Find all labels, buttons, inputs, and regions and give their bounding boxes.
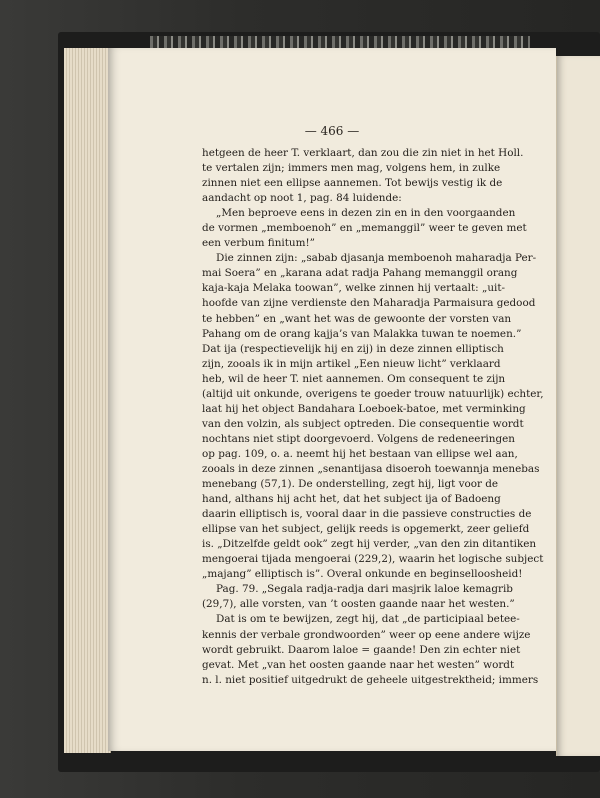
facing-page-edge [556, 56, 600, 756]
text-line: nochtans niet stipt doorgevoerd. Volgens de redeneeringen [202, 432, 515, 445]
text-line: hetgeen de heer T. verklaart, dan zou die zin niet in het Holl. [202, 147, 524, 159]
text-line: aandacht op noot 1, pag. 84 luidende: [202, 192, 402, 205]
text-line: is. „Ditzelfde geldt ook” zegt hij verder, „van den zin ditantiken [202, 538, 537, 551]
text-line: Dat ija (respectievelijk hij en zij) in deze zinnen elliptisch [202, 342, 504, 355]
text-line: Die zinnen zijn: „sabab djasanja memboenoh maharadja Per- [216, 252, 537, 265]
text-line: gevat. Met „van het oosten gaande naar het westen” wordt [202, 658, 515, 671]
page-number: — 466 — [304, 124, 360, 138]
text-line: (altijd uit onkunde, overigens te goeder trouw natuurlijk) echter, [202, 387, 544, 400]
text-line: mengoerai tijada mengoerai (229,2), waarin het logische subject [202, 553, 544, 566]
text-line: menebang (57,1). De onderstelling, zegt hij, ligt voor de [202, 478, 499, 491]
text-line: zinnen niet een ellipse aannemen. Tot bewijs vestig ik de [202, 177, 503, 190]
text-line: „majang” elliptisch is”. Overal onkunde en beginselloosheid! [202, 568, 523, 581]
text-line: mai Soera” en „karana adat radja Pahang memanggil orang [202, 267, 518, 280]
text-line: kaja-kaja Melaka toowan”, welke zinnen hij vertaalt: „uit- [202, 282, 506, 295]
body-text [202, 146, 544, 688]
text-line: een verbum finitum!” [202, 237, 315, 250]
text-line: „Men beproeve eens in dezen zin en in den voorgaanden [216, 207, 516, 220]
text-line: Dat is om te bewijzen, zegt hij, dat „de participiaal betee- [216, 613, 520, 626]
text-line: te hebben” en „want het was de gewoonte der vorsten van [202, 312, 512, 325]
page-edges [64, 48, 111, 753]
text-line: kennis der verbale grondwoorden” weer op eene andere wijze [202, 628, 531, 641]
cover-pattern [150, 36, 530, 48]
text-line: hoofde van zijne verdienste den Maharadja Parmaisura gedood [202, 297, 536, 310]
text-line: hand, althans hij acht het, dat het subject ija of Badoeng [202, 493, 501, 506]
text-line: zijn, zooals ik in mijn artikel „Een nieuw licht” verklaard [202, 357, 501, 370]
text-line: ellipse van het subject, gelijk reeds is opgemerkt, zeer geliefd [202, 523, 530, 536]
text-line: van den volzin, als subject optreden. Die consequentie wordt [202, 417, 524, 430]
text-line: laat hij het object Bandahara Loeboek-batoe, met verminking [202, 402, 526, 415]
text-line: daarin elliptisch is, vooral daar in die passieve constructies de [202, 508, 532, 521]
text-line: zooals in deze zinnen „senantijasa disoeroh toewannja menebas [202, 462, 540, 475]
text-line: wordt gebruikt. Daarom laloe = gaande! Den zin echter niet [202, 643, 521, 656]
text-line: heb, wil de heer T. niet aannemen. Om consequent te zijn [202, 372, 506, 385]
text-line: Pahang om de orang kajja’s van Malakka tuwan te noemen.” [202, 327, 522, 340]
text-line: op pag. 109, o. a. neemt hij het bestaan van ellipse wel aan, [202, 447, 518, 460]
text-line: te vertalen zijn; immers men mag, volgens hem, in zulke [202, 162, 501, 175]
text-line: de vormen „memboenoh” en „memanggil” weer te geven met [202, 222, 527, 235]
text-line: (29,7), alle vorsten, van ’t oosten gaande naar het westen.” [202, 598, 515, 611]
text-line: n. l. niet positief uitgedrukt de geheele uitgestrektheid; immers [202, 673, 539, 686]
text-line: Pag. 79. „Segala radja-radja dari masjrik laloe kemagrib [216, 583, 513, 596]
